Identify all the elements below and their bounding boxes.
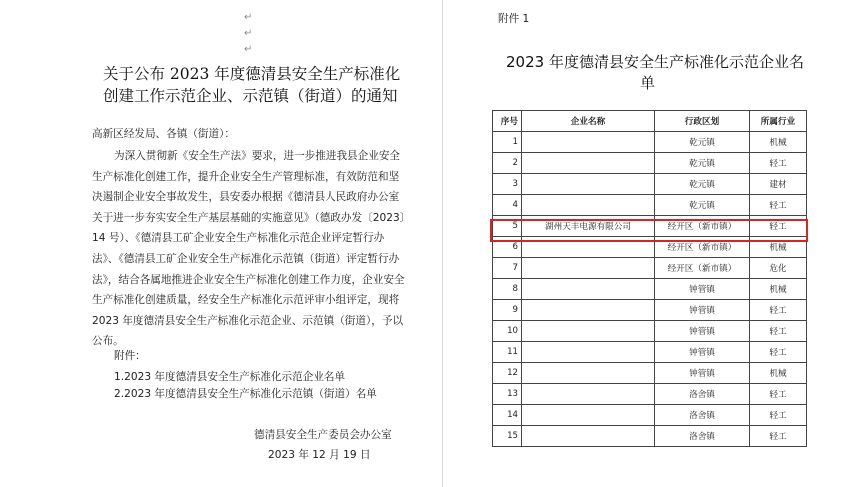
cell-industry: 轻工 — [750, 216, 807, 237]
attachment-title-line1: 2023 年度德清县安全生产标准化示范企业名 — [506, 53, 804, 71]
cell-serial: 10 — [493, 321, 522, 342]
table-row — [493, 342, 807, 363]
table-row — [493, 363, 807, 384]
table-row — [493, 132, 807, 153]
table-header-row — [493, 111, 807, 132]
model-enterprise-table — [492, 110, 807, 447]
table-row — [493, 405, 807, 426]
cell-district: 钟管镇 — [655, 300, 750, 321]
cell-serial: 6 — [493, 237, 522, 258]
attachment-item-1: 1.2023 年度德清县安全生产标准化示范企业名单 — [114, 371, 346, 383]
cell-industry: 轻工 — [750, 342, 807, 363]
cell-district: 乾元镇 — [655, 174, 750, 195]
table-row — [493, 279, 807, 300]
header-company: 企业名称 — [522, 111, 655, 132]
cell-company — [522, 195, 655, 216]
cell-industry: 建材 — [750, 174, 807, 195]
cell-industry: 轻工 — [750, 300, 807, 321]
cell-serial: 14 — [493, 405, 522, 426]
header-serial: 序号 — [493, 111, 522, 132]
cell-industry: 机械 — [750, 279, 807, 300]
cell-company — [522, 174, 655, 195]
page-divider — [442, 0, 443, 487]
table-row — [493, 174, 807, 195]
cell-company — [522, 405, 655, 426]
cell-industry: 轻工 — [750, 384, 807, 405]
cell-industry: 危化 — [750, 258, 807, 279]
cell-serial: 5 — [493, 216, 522, 237]
cell-district: 钟管镇 — [655, 321, 750, 342]
attachment-number: 附件 1 — [498, 13, 530, 25]
cell-company — [522, 258, 655, 279]
cell-serial: 4 — [493, 195, 522, 216]
signature-org: 德清县安全生产委员会办公室 — [254, 429, 392, 441]
cell-serial: 11 — [493, 342, 522, 363]
cell-district: 洛舍镇 — [655, 405, 750, 426]
cell-serial: 12 — [493, 363, 522, 384]
signature-date: 2023 年 12 月 19 日 — [268, 449, 371, 461]
cell-district: 经开区（新市镇） — [655, 258, 750, 279]
cell-serial: 9 — [493, 300, 522, 321]
cell-serial: 3 — [493, 174, 522, 195]
attachments-label: 附件： — [114, 350, 146, 362]
cell-company — [522, 300, 655, 321]
cell-district: 钟管镇 — [655, 363, 750, 384]
cell-district: 洛舍镇 — [655, 426, 750, 447]
cell-district: 经开区（新市镇） — [655, 237, 750, 258]
cell-district: 钟管镇 — [655, 279, 750, 300]
cell-district: 钟管镇 — [655, 342, 750, 363]
header-district: 行政区划 — [655, 111, 750, 132]
cell-company — [522, 426, 655, 447]
cell-company — [522, 321, 655, 342]
cell-serial: 15 — [493, 426, 522, 447]
cell-district: 洛舍镇 — [655, 384, 750, 405]
table-row — [493, 426, 807, 447]
cell-serial: 2 — [493, 153, 522, 174]
notice-body — [92, 146, 408, 352]
cell-industry: 轻工 — [750, 321, 807, 342]
attachment-title-line2: 单 — [640, 74, 656, 92]
cell-industry: 轻工 — [750, 195, 807, 216]
paragraph-mark: ↵ — [244, 28, 253, 39]
body-paragraph: 为深入贯彻新《安全生产法》要求，进一步推进我县企业安全生产标准化创建工作，提升企业安全生产管理标准，有效防范和坚决遏制企业安全事故发生，县安委办根据《德清县人民政府办公室关于进一步夯实安全生产基层基础的实施意见》（德政办发〔2023〕14 号）、《德清县工矿企业安全生产标准化示范企业评定暂行办法》、《德清县工矿企业安全生产标准化示范镇（街道）评定暂行办法》，结合各属地推进企业安全生产标准化创建工作力度，企业安全生产标准化创建质量，经安全生产标准化示范评审小组评定，现将 2023 年度德清县安全生产标准化示范企业、示范镇（街道），予以公布。 — [92, 150, 405, 348]
cell-serial: 8 — [493, 279, 522, 300]
cell-company — [522, 363, 655, 384]
highlighted-row-outline — [490, 219, 808, 242]
attachment-item-2: 2.2023 年度德清县安全生产标准化示范镇（街道）名单 — [114, 388, 377, 400]
paragraph-mark: ↵ — [244, 44, 253, 55]
cell-serial: 13 — [493, 384, 522, 405]
cell-industry: 轻工 — [750, 405, 807, 426]
cell-district: 乾元镇 — [655, 132, 750, 153]
cell-company — [522, 342, 655, 363]
cell-company: 湖州天丰电源有限公司 — [522, 216, 655, 237]
notice-title-line1: 关于公布 2023 年度德清县安全生产标准化 — [103, 65, 401, 83]
table-row — [493, 321, 807, 342]
cell-district: 乾元镇 — [655, 195, 750, 216]
table-row — [493, 258, 807, 279]
table-row — [493, 300, 807, 321]
cell-company — [522, 384, 655, 405]
table-row — [493, 195, 807, 216]
cell-industry: 机械 — [750, 132, 807, 153]
cell-serial: 1 — [493, 132, 522, 153]
cell-industry: 机械 — [750, 237, 807, 258]
cell-industry: 轻工 — [750, 153, 807, 174]
cell-district: 乾元镇 — [655, 153, 750, 174]
cell-company — [522, 153, 655, 174]
cell-company — [522, 132, 655, 153]
cell-company — [522, 279, 655, 300]
cell-industry: 机械 — [750, 363, 807, 384]
header-industry: 所属行业 — [750, 111, 807, 132]
paragraph-mark: ↵ — [244, 12, 253, 23]
table-row — [493, 153, 807, 174]
cell-serial: 7 — [493, 258, 522, 279]
cell-district: 经开区（新市镇） — [655, 216, 750, 237]
table-row — [493, 384, 807, 405]
cell-industry: 轻工 — [750, 426, 807, 447]
notice-title-line2: 创建工作示范企业、示范镇（街道）的通知 — [103, 87, 398, 105]
salutation: 高新区经发局、各镇（街道）： — [92, 128, 236, 140]
